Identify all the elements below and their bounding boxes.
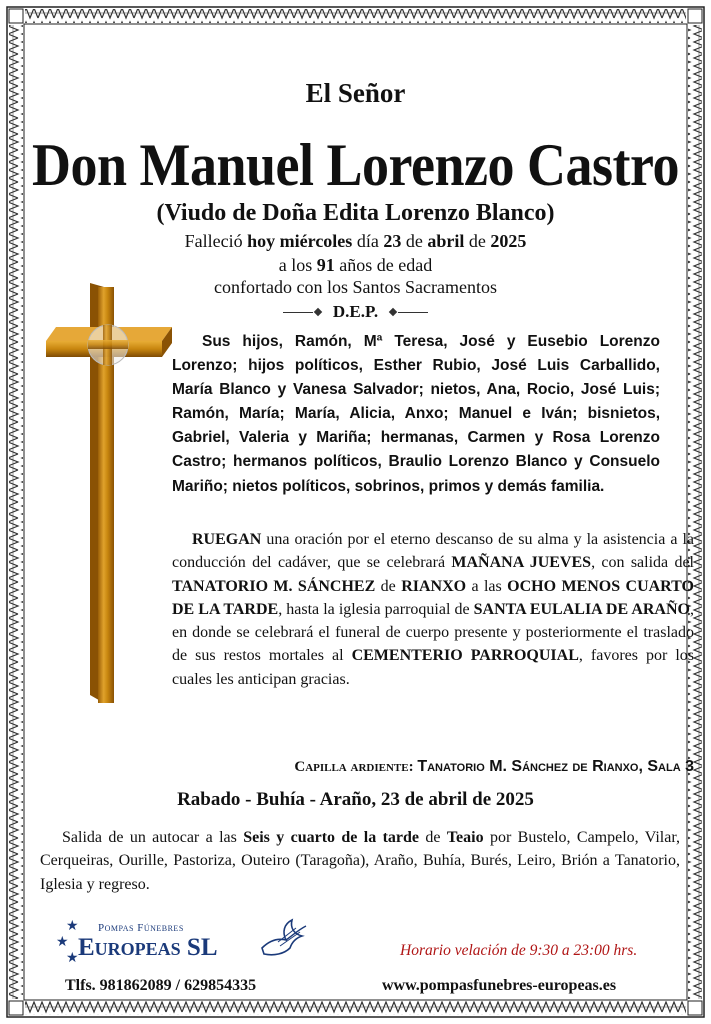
divider-ornament bbox=[388, 309, 428, 315]
death-de: de bbox=[405, 231, 423, 251]
text-run: , favores por los cuales les anticipan gracias. bbox=[172, 647, 694, 688]
death-month: abril bbox=[427, 231, 465, 251]
text-run: por Bustelo, Campelo, Vilar, Cerqueiras, Ourille, Pastoriza, Outeiro (Taragoña), Araño, Buhía, Burés, Leiro, Brión a Tanatorio, Iglesia y regreso. bbox=[40, 829, 681, 893]
cross-icon bbox=[46, 283, 172, 703]
death-day: hoy miércoles bbox=[247, 231, 353, 251]
bold-run: SANTA EULALIA DE ARAÑO bbox=[473, 600, 690, 618]
death-day-number: 23 bbox=[383, 231, 402, 251]
text-run: de bbox=[375, 577, 402, 595]
dep-text: D.E.P. bbox=[332, 302, 379, 321]
honorific: El Señor bbox=[305, 78, 406, 108]
death-day-word: día bbox=[356, 231, 379, 251]
text-run: a las bbox=[466, 577, 508, 595]
bold-run: RIANXO bbox=[401, 577, 467, 595]
text-run: , con salida del bbox=[591, 554, 695, 572]
dove-icon bbox=[256, 918, 310, 960]
widow-line: (Viudo de Doña Edita Lorenzo Blanco) bbox=[156, 200, 555, 226]
age-prefix: a los bbox=[278, 255, 313, 275]
capilla-value: Tanatorio M. Sánchez de Rianxo, Sala 3 bbox=[417, 758, 694, 775]
logo-name: Europeas SL bbox=[78, 934, 218, 961]
deceased-name: Don Manuel Lorenzo Castro bbox=[32, 131, 679, 199]
family-paragraph: Sus hijos, Ramón, Mª Teresa, José y Eusebio Lorenzo Lorenzo; hijos políticos, Esther Rubio, José Luis Carballido, María Blanco y Vanesa Salvador; nietos, Ana, Rocio, José Luis; Ramón, María; María, Alicia, Anxo; Manuel e Iván; bisnietos, Gabriel, Valeria y Mariña; hermanas, Carmen y Rosa Lorenzo Castro; hermanos políticos, Braulio Lorenzo Blanco y Consuelo Mariño; nietos políticos, sobrinos, primos y demás familia. bbox=[172, 333, 660, 495]
text-run: una oración por el eterno descanso de su alma y la asistencia a la conducción del cadáver, que se celebrará bbox=[172, 531, 694, 572]
death-year: 2025 bbox=[490, 231, 527, 251]
bold-run: TANATORIO M. SÁNCHEZ bbox=[172, 577, 376, 595]
text-run: , hasta la iglesia parroquial de bbox=[278, 600, 474, 618]
bold-run: Teaio bbox=[446, 829, 484, 846]
capilla-ardiente-line bbox=[0, 758, 694, 776]
bus-paragraph bbox=[40, 826, 680, 896]
company-logo bbox=[54, 918, 244, 970]
text-run: de bbox=[419, 829, 447, 846]
ceremony-paragraph bbox=[172, 528, 694, 691]
age-value: 91 bbox=[316, 255, 335, 275]
bold-run: MAÑANA JUEVES bbox=[451, 554, 592, 572]
star-icon: ★ bbox=[66, 951, 79, 966]
text-run: , en donde se celebrará el funeral de cuerpo presente y posteriormente el traslado de sus restos mortales al bbox=[172, 600, 694, 665]
bold-run: Seis y cuarto de la tarde bbox=[243, 829, 420, 846]
place-date-line: Rabado - Buhía - Araño, 23 de abril de 2025 bbox=[177, 789, 534, 810]
sacraments-line: confortado con los Santos Sacramentos bbox=[214, 277, 497, 297]
logo-tagline: Pompas Fúnebres bbox=[98, 922, 184, 934]
ruegan-word: RUEGAN bbox=[192, 531, 262, 548]
capilla-label: Capilla ardiente: bbox=[294, 759, 418, 775]
bold-run: CEMENTERIO PARROQUIAL bbox=[351, 647, 579, 665]
age-line bbox=[0, 255, 711, 276]
divider-ornament bbox=[283, 309, 323, 315]
phone-numbers: Tlfs. 981862089 / 629854335 bbox=[65, 977, 257, 994]
vigil-hours: Horario velación de 9:30 a 23:00 hrs. bbox=[400, 942, 638, 959]
text-run: Salida de un autocar a las bbox=[62, 829, 244, 846]
star-icon: ★ bbox=[56, 935, 69, 950]
star-icon: ★ bbox=[66, 919, 79, 934]
website-link[interactable]: www.pompasfunebres-europeas.es bbox=[382, 977, 617, 994]
age-suffix: años de edad bbox=[339, 255, 433, 275]
death-de: de bbox=[468, 231, 486, 251]
death-date-line bbox=[0, 231, 711, 252]
death-prefix: Falleció bbox=[184, 231, 243, 251]
bold-run: OCHO MENOS CUARTO DE LA TARDE bbox=[172, 577, 695, 618]
